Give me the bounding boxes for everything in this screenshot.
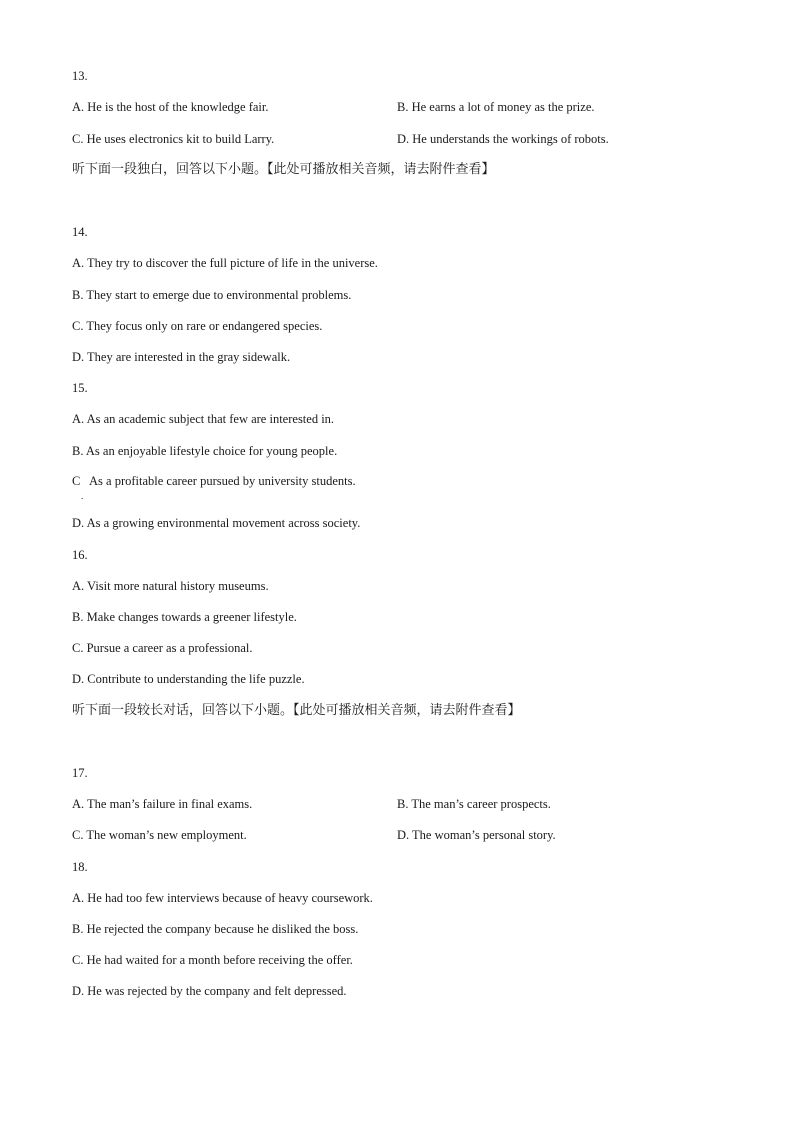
listening-instruction-dialogue: 听下面一段较长对话，回答以下小题。【此处可播放相关音频，请去附件查看】: [72, 703, 521, 718]
question-17-option-a: A. The man’s failure in final exams.: [72, 797, 253, 811]
question-16-option-c: C. Pursue a career as a professional.: [72, 641, 253, 655]
question-18-option-c: C. He had waited for a month before receiving the offer.: [72, 953, 353, 967]
question-15-option-d: D. As a growing environmental movement across society.: [72, 516, 361, 530]
question-16-option-a: A. Visit more natural history museums.: [72, 579, 269, 593]
question-16-number: 16.: [72, 548, 88, 562]
question-16-option-b: B. Make changes towards a greener lifestyle.: [72, 610, 297, 624]
question-13-number: 13.: [72, 69, 88, 83]
question-17-option-b: B. The man’s career prospects.: [397, 797, 551, 811]
question-14-number: 14.: [72, 225, 88, 239]
listening-instruction-monologue: 听下面一段独白，回答以下小题。【此处可播放相关音频，请去附件查看】: [72, 162, 495, 177]
question-18-option-a: A. He had too few interviews because of heavy coursework.: [72, 891, 373, 905]
question-16-option-d: D. Contribute to understanding the life puzzle.: [72, 672, 305, 686]
question-14-option-d: D. They are interested in the gray sidewalk.: [72, 350, 291, 364]
question-13-option-c: C. He uses electronics kit to build Larry.: [72, 132, 275, 146]
question-14-option-a: A. They try to discover the full picture of life in the universe.: [72, 256, 378, 270]
question-15-option-c: C As a profitable career pursued by university students.: [72, 474, 356, 488]
question-17-option-c: C. The woman’s new employment.: [72, 828, 247, 842]
question-18-number: 18.: [72, 860, 88, 874]
question-13-option-b: B. He earns a lot of money as the prize.: [397, 100, 595, 114]
question-13-option-a: A. He is the host of the knowledge fair.: [72, 100, 269, 114]
question-17-option-d: D. The woman’s personal story.: [397, 828, 556, 842]
question-18-option-b: B. He rejected the company because he disliked the boss.: [72, 922, 359, 936]
question-15-option-a: A. As an academic subject that few are interested in.: [72, 412, 335, 426]
question-14-option-c: C. They focus only on rare or endangered species.: [72, 319, 323, 333]
question-15-number: 15.: [72, 381, 88, 395]
question-18-option-d: D. He was rejected by the company and felt depressed.: [72, 984, 347, 998]
question-13-option-d: D. He understands the workings of robots.: [397, 132, 609, 146]
question-15-option-b: B. As an enjoyable lifestyle choice for young people.: [72, 444, 338, 458]
question-17-number: 17.: [72, 766, 88, 780]
question-15-option-c-dot: .: [81, 491, 84, 501]
question-14-option-b: B. They start to emerge due to environmental problems.: [72, 288, 352, 302]
